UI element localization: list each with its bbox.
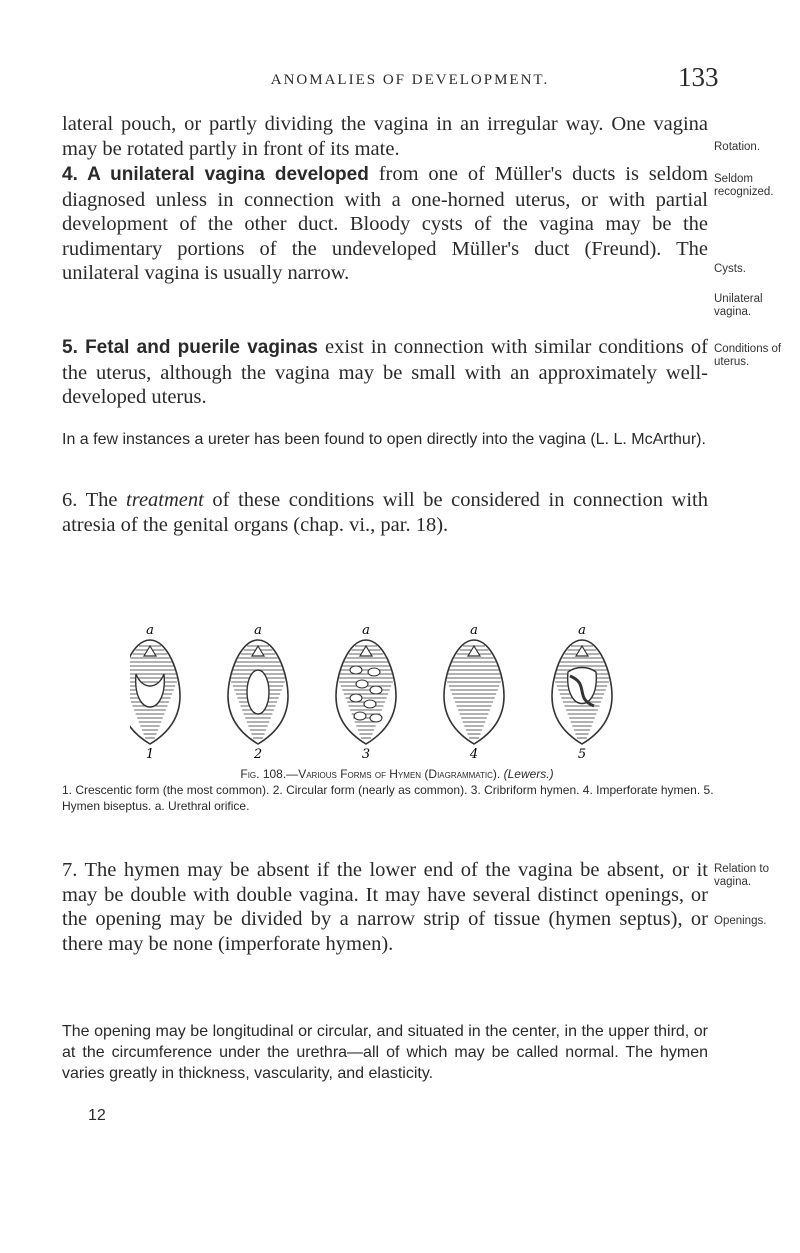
label-num-2: 2 (253, 747, 263, 762)
figure-hymen-forms (130, 622, 650, 762)
cribriform-opening-3 (356, 680, 368, 688)
label-a-3: a (362, 623, 370, 638)
margin-note-seldom: Seldom recognized. (714, 173, 774, 198)
caption-fig-number: Fig. 108.— (240, 767, 299, 781)
running-head: ANOMALIES OF DEVELOPMENT. (270, 72, 550, 88)
label-a-4: a (470, 623, 478, 638)
circular-opening (247, 670, 269, 714)
cribriform-opening-6 (364, 700, 376, 708)
emphasis-treatment: treatment (126, 489, 204, 511)
label-a-1: a (146, 623, 154, 638)
caption-source: (Lewers.) (503, 767, 554, 781)
paragraph-treatment (62, 488, 708, 537)
figure-caption (62, 766, 732, 814)
label-a-5: a (578, 623, 586, 638)
paragraph-lead: 5. Fetal and puerile vaginas (62, 337, 318, 358)
paragraph-lead: 4. A unilateral vagina developed (62, 164, 369, 185)
cribriform-opening-4 (370, 686, 382, 694)
caption-title-text: Various Forms of Hymen (Diagrammatic). (298, 767, 501, 781)
signature-mark: 12 (88, 1107, 106, 1124)
small-print-note: The opening may be longitudinal or circular, and situated in the center, in the upper third, or at the circumference under the urethra—all of which may be called normal. The hymen varies greatly in thickness, vascularity, and elasticity. (62, 1023, 708, 1082)
paragraph-body: exist in connection with similar conditions of the uterus, although the vagina may be small with an approximately well-developed uterus. (62, 336, 708, 409)
margin-note-openings: Openings. (714, 915, 767, 927)
paragraph-text: 6. The (62, 489, 127, 511)
paragraph-fetal-vaginas (62, 335, 708, 410)
cribriform-opening-2 (368, 668, 380, 676)
margin-note-unilateral: Unilateral vagina. (714, 293, 763, 318)
small-print-note: In a few instances a ureter has been found to open directly into the vagina (L. L. McArthur). (62, 431, 706, 448)
figure-caption-title (62, 766, 732, 782)
paragraph-body: from one of Müller's ducts is seldom diagnosed unless in connection with a one-horned uterus, or with partial development of the other duct. Bloody cysts of the vagina may be the rudimentary portions of the undeveloped Müller's duct (Freund). The unilateral vagina is usually narrow. (62, 163, 709, 285)
label-num-4: 4 (469, 747, 479, 762)
label-a-2: a (254, 623, 262, 638)
label-num-5: 5 (577, 747, 587, 762)
cribriform-opening-5 (350, 694, 362, 702)
margin-note-cysts: Cysts. (714, 263, 746, 275)
paragraph-continuation: lateral pouch, or partly dividing the vagina in an irregular way. One vagina may be rotated partly in front of its mate. (62, 113, 708, 160)
hymen-diagram (130, 622, 650, 762)
cribriform-opening-1 (350, 666, 362, 674)
figure-caption-items: 1. Crescentic form (the most common). 2. Circular form (nearly as common). 3. Cribriform hymen. 4. Imperforate hymen. 5. Hymen biseptus. a. Urethral orifice. (62, 783, 714, 813)
paragraph-text: of these conditions will be considered in connection with atresia of the genital organs (chap. vi., par. 18). (62, 489, 708, 536)
page-number: 133 (678, 62, 719, 92)
paragraph-hymen: 7. The hymen may be absent if the lower end of the vagina be absent, or it may be double with double vagina. It may have several distinct openings, or the opening may be divided by a narrow strip of tissue (hymen septus), or there may be none (imperforate hymen). (62, 859, 708, 955)
margin-note-rotation: Rotation. (714, 141, 761, 153)
margin-note-relation: Relation to vagina. (714, 863, 769, 888)
paragraph-unilateral-vagina (62, 162, 708, 286)
label-num-3: 3 (361, 747, 371, 762)
cribriform-opening-7 (354, 712, 366, 720)
cribriform-opening-8 (370, 714, 382, 722)
label-num-1: 1 (145, 747, 155, 762)
hymen-outlines (130, 640, 612, 744)
margin-note-conditions: Conditions of uterus. (714, 343, 782, 368)
